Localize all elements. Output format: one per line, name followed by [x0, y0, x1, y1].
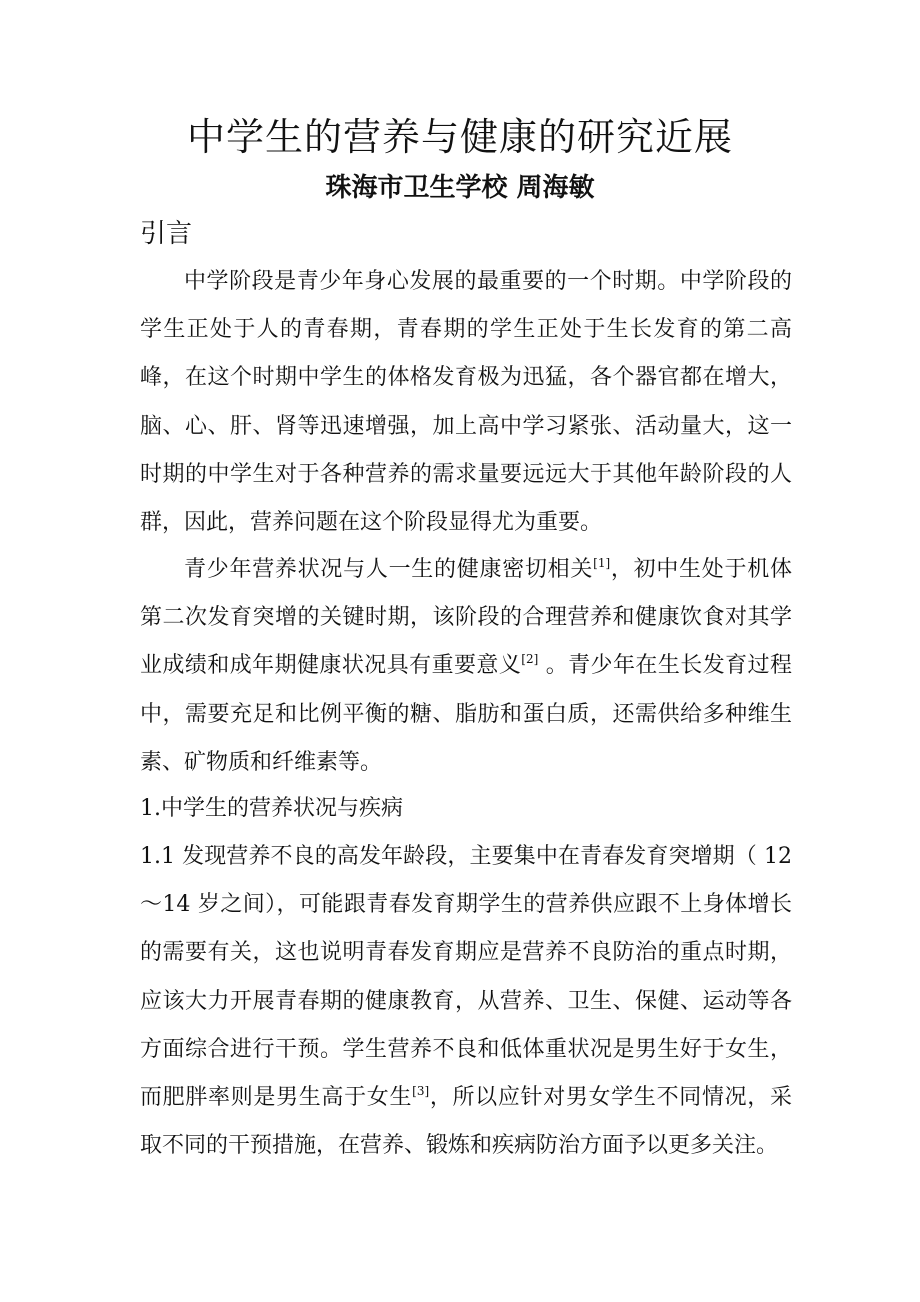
- intro-paragraph-1: 中学阶段是青少年身心发展的最重要的一个时期。中学阶段的学生正处于人的青春期，青春期的学生正处于生长发育的第二高峰，在这个时期中学生的体格发育极为迅猛，各个器官都在增大，脑、心、肝、肾等迅速增强，加上高中学习紧张、活动量大，这一时期的中学生对于各种营养的需求量要远远大于其他年龄阶段的人群，因此，营养问题在这个阶段显得尤为重要。: [140, 269, 792, 536]
- section-1-1-paragraph: [140, 833, 792, 1170]
- citation-3: [3]: [412, 1084, 430, 1099]
- citation-2: [2]: [521, 652, 539, 667]
- paragraph-text: 1.1 发现营养不良的高发年龄段，主要集中在青春发育突增期（ 12～14 岁之间），可能跟青春发育期学生的营养供应跟不上身体增长的需要有关，这也说明青春发育期应是营养不良防治的重点时期，应该大力开展青春期的健康教育，从营养、卫生、保健、运动等各方面综合进行干预。学生营养不良和低体重状况是男生好于女生，而肥胖率则是男生高于女生: [140, 844, 792, 1111]
- paragraph-text: ，初中生处于机体第二次发育突增的关键时期，该阶段的合理营养和健康饮食对其学业成绩和成年期健康状况具有重要意义: [140, 557, 792, 679]
- paper-title: 中学生的营养与健康的研究近展: [186, 115, 733, 159]
- paragraph-text: ，所以应针对男女学生不同情况，采取不同的干预措施，在营养、锻炼和疾病防治方面予以更多关注。: [140, 1085, 792, 1159]
- paragraph-text: 。青少年在生长发育过程中，需要充足和比例平衡的糖、脂肪和蛋白质，还需供给多种维生素、矿物质和纤维素等。: [140, 653, 792, 775]
- intro-paragraph-2: [140, 546, 792, 787]
- citation-1: [1]: [593, 556, 611, 570]
- intro-heading: 引言: [140, 219, 193, 249]
- paragraph-text: 青少年营养状况与人一生的健康密切相关: [184, 557, 594, 582]
- section-1-heading: 1.中学生的营养状况与疾病: [140, 796, 403, 821]
- author-line: 珠海市卫生学校 周海敏: [325, 173, 595, 203]
